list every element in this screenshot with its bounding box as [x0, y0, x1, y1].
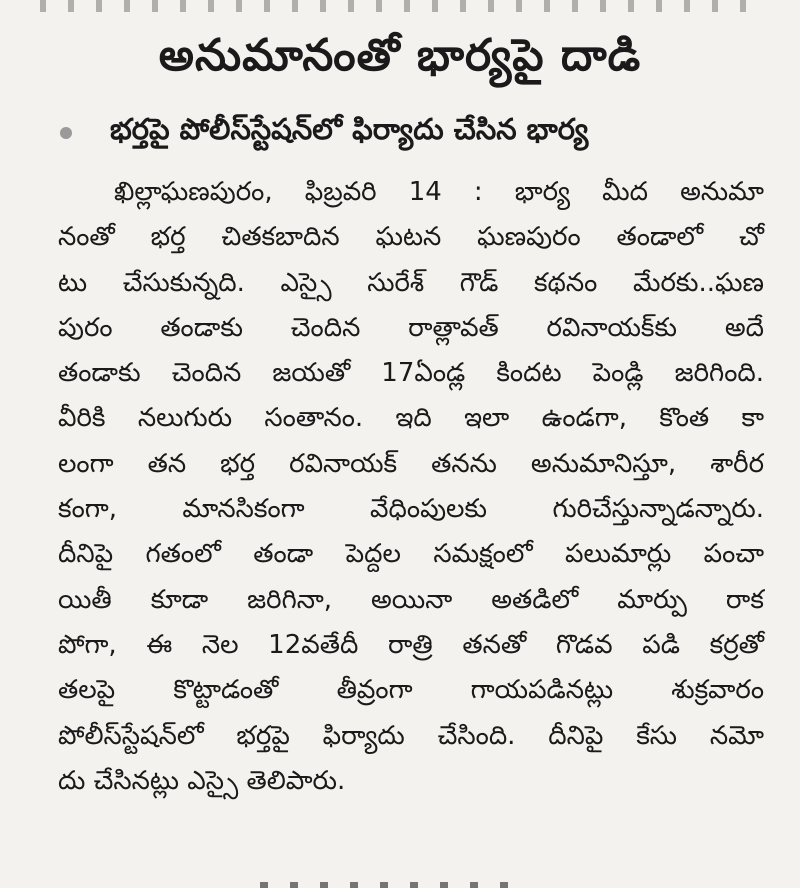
body-line: యితీ కూడా జరిగినా, అయినా అతడిలో మార్పు రాక — [58, 584, 764, 615]
article-body — [58, 170, 764, 804]
body-line: నంతో భర్త చితకబాదిన ఘటన ఘణపురం తండాలో చో — [58, 222, 764, 253]
cropped-text-fragment — [40, 0, 760, 12]
body-line: పోలీస్‌స్టేషన్‌లో భర్తపై ఫిర్యాదు చేసింది. దీనిపై కేసు నమో — [58, 720, 764, 751]
body-line: తలపై కొట్టాడంతో తీవ్రంగా గాయపడినట్లు శుక్రవారం — [58, 675, 764, 706]
body-line: తండాకు చెందిన జయతో 17ఏండ్ల కిందట పెండ్లి జరిగింది. — [58, 358, 764, 389]
cropped-previous-article — [0, 0, 800, 14]
body-line: పురం తండాకు చెందిన రాత్లావత్ రవినాయక్‌కు అదే — [58, 312, 764, 343]
body-line: ఖిల్లాఘణపురం, ఫిబ్రవరి 14 : భార్య మీద అనుమా — [114, 177, 764, 207]
body-line: దీనిపై గతంలో తండా పెద్దల సమక్షంలో పలుమార్లు పంచా — [58, 539, 764, 570]
body-line: వీరికి నలుగురు సంతానం. ఇది ఇలా ఉండగా, కొంత కా — [58, 403, 764, 434]
bullet-icon — [60, 127, 72, 139]
body-line: టు చేసుకున్నది. ఎస్సై సురేశ్ గౌడ్ కథనం మేరకు..ఘణ — [58, 267, 764, 298]
article-headline: అనుమానంతో భార్యపై దాడి — [158, 30, 642, 81]
body-line: పోగా, ఈ నెల 12వతేదీ రాత్రి తనతో గొడవ పడి కర్రతో — [58, 629, 764, 660]
article-subhead — [60, 108, 780, 158]
body-line: లంగా తన భర్త రవినాయక్ తనను అనుమానిస్తూ, శారీర — [58, 448, 764, 479]
cropped-next-headline — [0, 878, 800, 888]
subhead-text: భర్తపై పోలీస్‌స్టేషన్‌లో ఫిర్యాదు చేసిన భార్య — [110, 112, 589, 146]
body-line: దు చేసినట్లు ఎస్సై తెలిపారు. — [58, 765, 346, 796]
body-line: కంగా, మానసికంగా వేధింపులకు గురిచేస్తున్నాడన్నారు. — [58, 494, 764, 525]
cropped-text-fragment — [260, 882, 520, 888]
